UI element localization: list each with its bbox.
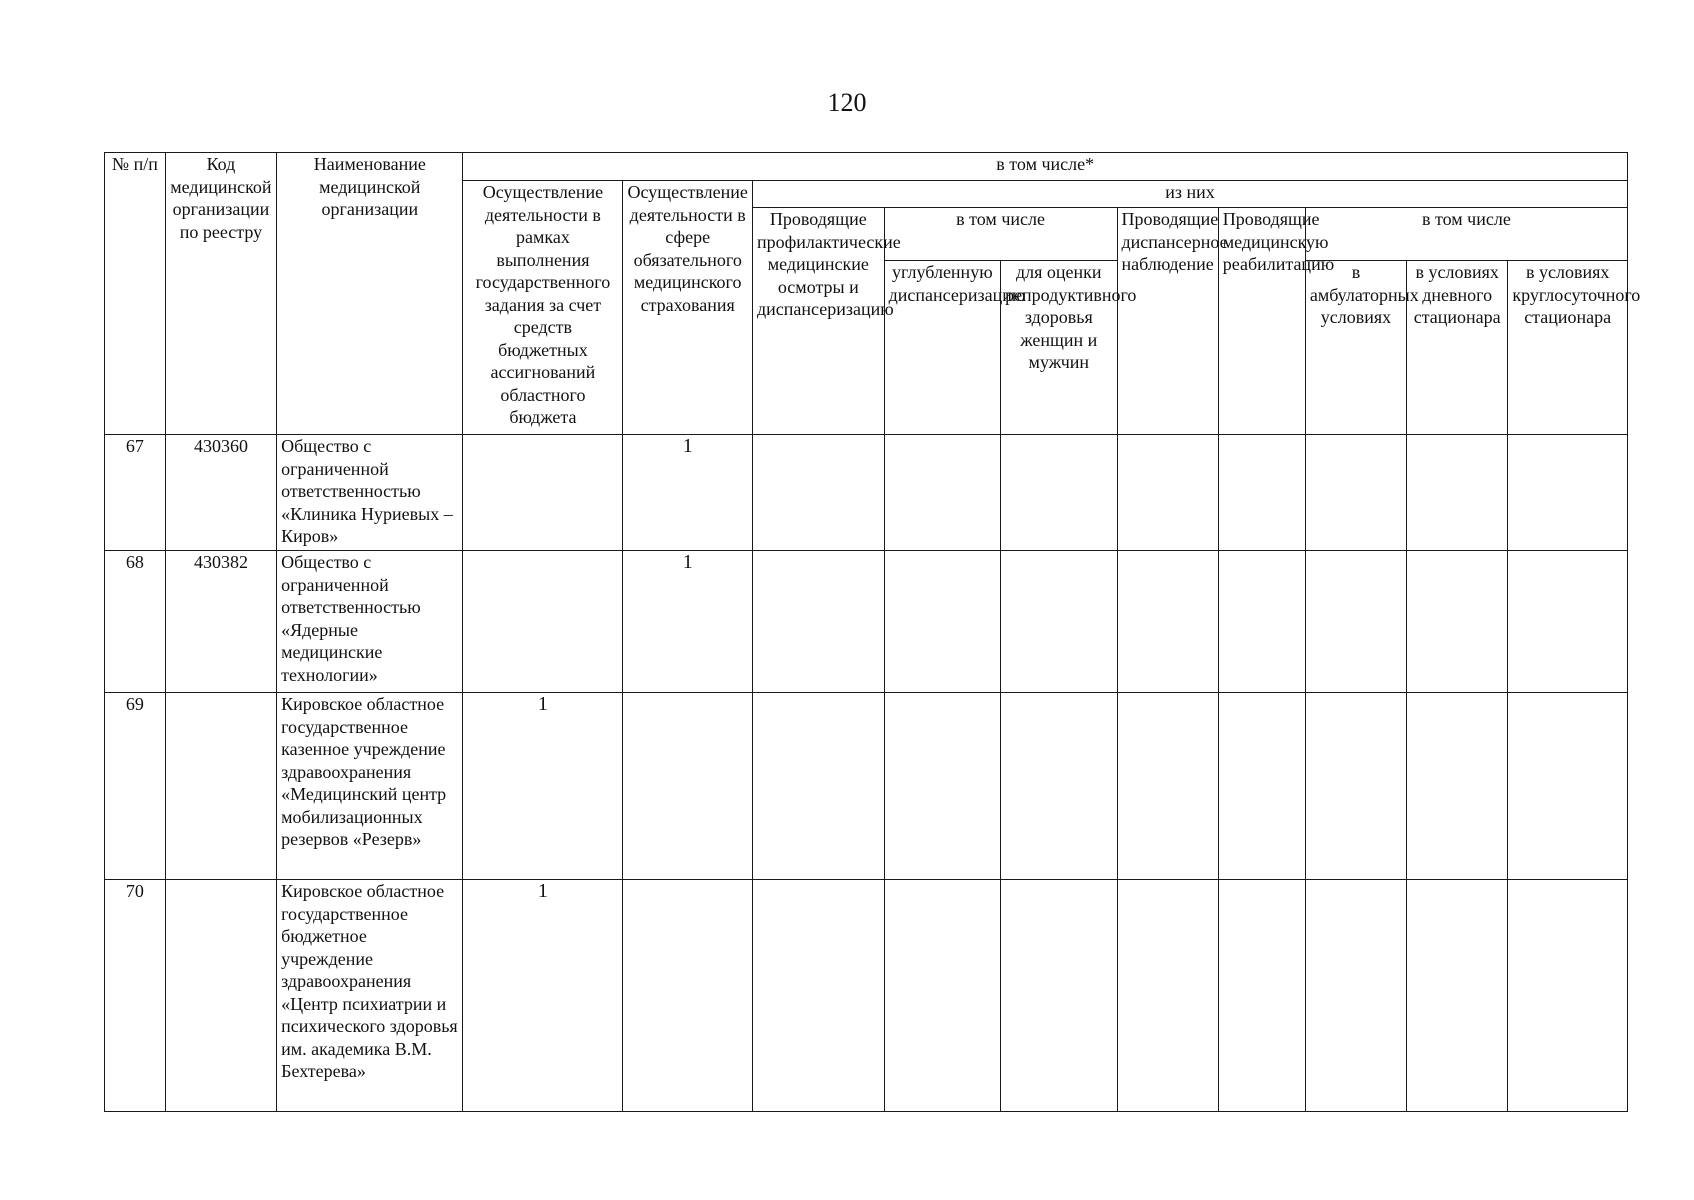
row-cell-empty [1508, 435, 1628, 551]
row-num: 68 [105, 551, 166, 693]
row-state-task [463, 551, 623, 693]
row-cell-empty [1508, 551, 1628, 693]
header-including-star: в том числе* [463, 153, 1628, 181]
row-cell-empty [753, 693, 885, 880]
row-oms [623, 880, 753, 1112]
table-row [105, 693, 1628, 880]
row-cell-empty [1218, 435, 1305, 551]
header-reproductive: для оценки репродуктивного здоровья женщин и мужчин [1001, 261, 1117, 435]
row-num: 67 [105, 435, 166, 551]
row-cell-empty [1407, 693, 1508, 880]
row-code [165, 693, 276, 880]
row-name: Кировское областное государственное казенное учреждение здравоохранения «Медицинский центр мобилизационных резервов «Резерв» [277, 693, 463, 880]
row-cell-empty [1117, 880, 1218, 1112]
row-cell-empty [884, 551, 1000, 693]
header-prof-exam: Проводящие профилактические медицинские осмотры и диспансеризацию [753, 208, 885, 435]
header-oms: Осуществление деятельности в сфере обязательного медицинского страхования [623, 181, 753, 435]
header-rehabilitation: Проводящие медицинскую реабилитацию [1218, 208, 1305, 435]
header-ambulatory: в амбулаторных условиях [1305, 261, 1406, 435]
row-cell-empty [1001, 693, 1117, 880]
row-cell-empty [1117, 551, 1218, 693]
page-number: 120 [827, 88, 867, 117]
row-cell-empty [1508, 693, 1628, 880]
row-cell-empty [1305, 693, 1406, 880]
row-cell-empty [884, 435, 1000, 551]
header-including-b: в том числе [1305, 208, 1627, 261]
row-cell-empty [1305, 880, 1406, 1112]
row-oms [623, 693, 753, 880]
row-num: 70 [105, 880, 166, 1112]
header-deep-disp: углубленную диспансеризацию [884, 261, 1000, 435]
header-state-task: Осуществление деятельности в рамках выполнения государственного задания за счет средств бюджетных ассигнований областного бюджета [463, 181, 623, 435]
row-cell-empty [1218, 880, 1305, 1112]
row-cell-empty [1407, 880, 1508, 1112]
row-cell-empty [1508, 880, 1628, 1112]
row-cell-empty [1117, 693, 1218, 880]
row-cell-empty [1001, 435, 1117, 551]
row-state-task: 1 [463, 880, 623, 1112]
row-code: 430360 [165, 435, 276, 551]
row-cell-empty [1305, 551, 1406, 693]
row-cell-empty [753, 880, 885, 1112]
row-cell-empty [884, 693, 1000, 880]
header-num: № п/п [105, 153, 166, 435]
row-oms: 1 [623, 435, 753, 551]
row-cell-empty [1218, 693, 1305, 880]
table-row [105, 551, 1628, 693]
row-code [165, 880, 276, 1112]
header-code: Код медицинской организации по реестру [165, 153, 276, 435]
row-state-task [463, 435, 623, 551]
table-row [105, 435, 1628, 551]
row-cell-empty [753, 551, 885, 693]
row-cell-empty [1407, 435, 1508, 551]
header-including-a: в том числе [884, 208, 1117, 261]
row-cell-empty [884, 880, 1000, 1112]
table-row [105, 880, 1628, 1112]
header-disp-observation: Проводящие диспансерное наблюдение [1117, 208, 1218, 435]
row-code: 430382 [165, 551, 276, 693]
row-cell-empty [1305, 435, 1406, 551]
row-cell-empty [1001, 551, 1117, 693]
row-cell-empty [753, 435, 885, 551]
header-of-them: из них [753, 181, 1628, 208]
header-round-hospital: в условиях круглосуточного стационара [1508, 261, 1628, 435]
medical-organizations-table [104, 152, 1641, 1112]
row-name: Кировское областное государственное бюджетное учреждение здравоохранения «Центр психиатрии и психического здоровья им. академика В.М. Бехтерева» [277, 880, 463, 1112]
row-name: Общество с ограниченной ответственностью «Ядерные медицинские технологии» [277, 551, 463, 693]
row-name: Общество с ограниченной ответственностью «Клиника Нуриевых – Киров» [277, 435, 463, 551]
header-name: Наименование медицинской организации [277, 153, 463, 435]
header-day-hospital: в условиях дневного стационара [1407, 261, 1508, 435]
row-cell-empty [1001, 880, 1117, 1112]
row-cell-empty [1407, 551, 1508, 693]
row-num: 69 [105, 693, 166, 880]
row-state-task: 1 [463, 693, 623, 880]
row-cell-empty [1117, 435, 1218, 551]
row-cell-empty [1218, 551, 1305, 693]
row-oms: 1 [623, 551, 753, 693]
